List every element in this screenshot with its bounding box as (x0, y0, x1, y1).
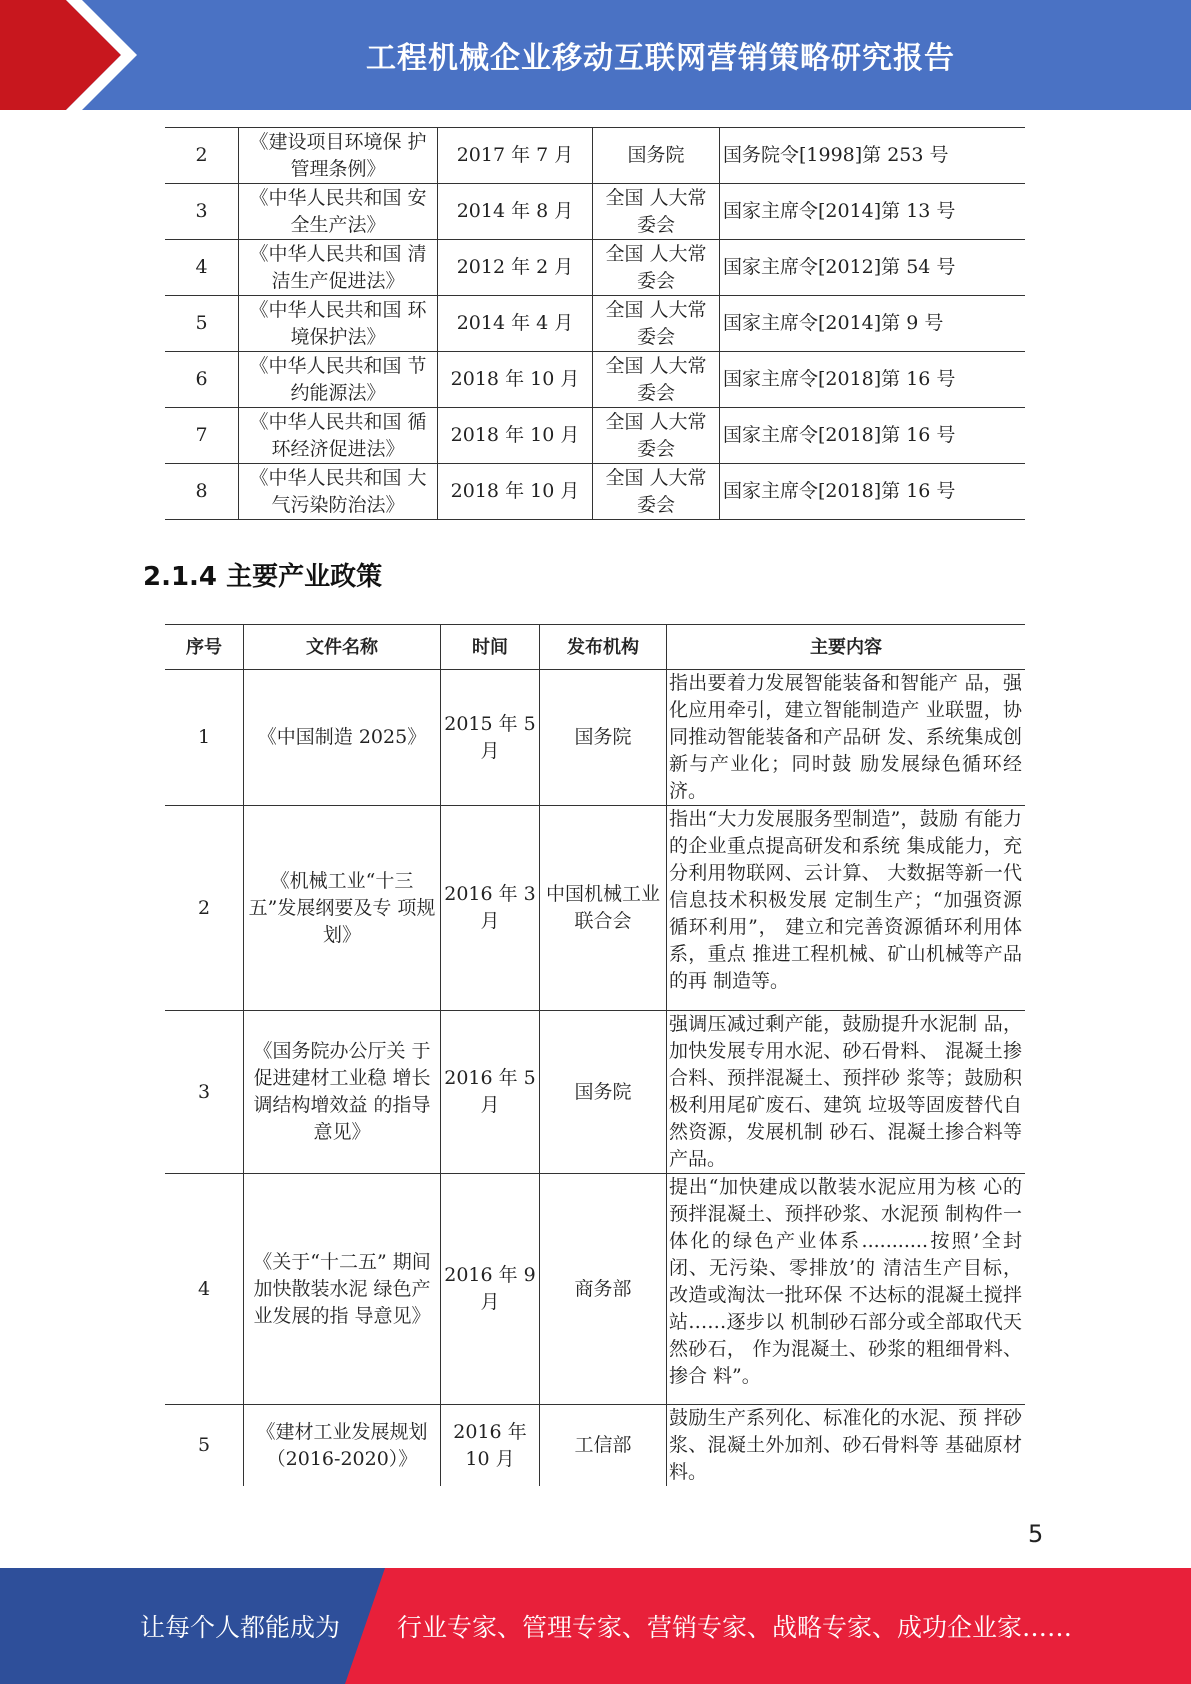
laws-table (165, 127, 1025, 520)
footer-slogan-right: 行业专家、管理专家、营销专家、战略专家、成功企业家…… (397, 1613, 1073, 1642)
row-date: 2014 年 4 月 (438, 296, 593, 352)
row-name: 《中华人民共和国 大气污染防治法》 (239, 464, 438, 520)
row-no: 8 (165, 464, 239, 520)
row-org: 全国 人大常委会 (593, 184, 720, 240)
page-number: 5 (1028, 1520, 1044, 1548)
table-row (165, 240, 1025, 296)
table-row (165, 1405, 1025, 1487)
header-name: 文件名称 (244, 625, 441, 670)
row-doc-number: 国家主席令[2018]第 16 号 (720, 408, 1026, 464)
row-date: 2012 年 2 月 (438, 240, 593, 296)
table-row (165, 1011, 1025, 1174)
row-doc-number: 国家主席令[2014]第 9 号 (720, 296, 1026, 352)
table-header-row (165, 625, 1025, 670)
row-date: 2016 年 3 月 (441, 806, 540, 1011)
row-content: 指出“大力发展服务型制造”，鼓励 有能力的企业重点提高研发和系统 集成能力，充分利用物联网、云计算、 大数据等新一代信息技术积极发展 定制生产；“加强资源循环利用”， 建立和完善资源循环利用体系，重点 推进工程机械、矿山机械等产品的再 制造等。 (667, 806, 1026, 1011)
row-date: 2014 年 8 月 (438, 184, 593, 240)
row-name: 《中华人民共和国 环境保护法》 (239, 296, 438, 352)
row-org: 全国 人大常委会 (593, 296, 720, 352)
row-name: 《中华人民共和国 清洁生产促进法》 (239, 240, 438, 296)
table-row (165, 352, 1025, 408)
row-no: 5 (165, 296, 239, 352)
chevron-arrow-decoration (0, 0, 160, 110)
row-content: 提出“加快建成以散装水泥应用为核 心的预拌混凝土、预拌砂浆、水泥预 制构件一体化的绿色产业体系...........按照’全封闭、无污染、零排放’的 清洁生产目标，改造或淘汰一批环保 不达标的混凝土搅拌站……逐步以 机制砂石部分或全部取代天然砂石， 作为混凝土、砂浆的粗细骨料、掺合 料”。 (667, 1174, 1026, 1405)
row-name: 《建设项目环境保 护管理条例》 (239, 128, 438, 184)
row-no: 3 (165, 184, 239, 240)
row-date: 2016 年 5 月 (441, 1011, 540, 1174)
row-name: 《中华人民共和国 循环经济促进法》 (239, 408, 438, 464)
table-row (165, 806, 1025, 1011)
row-doc-number: 国家主席令[2014]第 13 号 (720, 184, 1026, 240)
table-row (165, 184, 1025, 240)
policy-table (165, 624, 1025, 1486)
row-name: 《中华人民共和国 安全生产法》 (239, 184, 438, 240)
footer-banner (0, 1568, 1191, 1684)
row-date: 2015 年 5 月 (441, 670, 540, 806)
row-content: 鼓励生产系列化、标准化的水泥、预 拌砂浆、混凝土外加剂、砂石骨料等 基础原材料。 (667, 1405, 1026, 1487)
row-date: 2017 年 7 月 (438, 128, 593, 184)
row-no: 1 (165, 670, 244, 806)
row-no: 2 (165, 128, 239, 184)
row-org: 国务院 (593, 128, 720, 184)
row-doc-number: 国务院令[1998]第 253 号 (720, 128, 1026, 184)
row-no: 4 (165, 1174, 244, 1405)
row-org: 国务院 (540, 670, 667, 806)
row-no: 4 (165, 240, 239, 296)
table-row (165, 408, 1025, 464)
row-doc-number: 国家主席令[2018]第 16 号 (720, 352, 1026, 408)
table-row (165, 1174, 1025, 1405)
row-content: 指出要着力发展智能装备和智能产 品，强化应用牵引，建立智能制造产 业联盟，协同推动智能装备和产品研 发、系统集成创新与产业化；同时鼓 励发展绿色循环经济。 (667, 670, 1026, 806)
header-content: 主要内容 (667, 625, 1026, 670)
row-doc-number: 国家主席令[2018]第 16 号 (720, 464, 1026, 520)
header-banner (0, 0, 1191, 110)
table-row (165, 296, 1025, 352)
table-row (165, 670, 1025, 806)
row-org: 全国 人大常委会 (593, 464, 720, 520)
row-org: 中国机械工业联合会 (540, 806, 667, 1011)
row-no: 7 (165, 408, 239, 464)
header-no: 序号 (165, 625, 244, 670)
row-name: 《中国制造 2025》 (244, 670, 441, 806)
row-doc-number: 国家主席令[2012]第 54 号 (720, 240, 1026, 296)
table-row (165, 464, 1025, 520)
row-name: 《中华人民共和国 节约能源法》 (239, 352, 438, 408)
row-name: 《机械工业“十三五”发展纲要及专 项规划》 (244, 806, 441, 1011)
header-org: 发布机构 (540, 625, 667, 670)
row-no: 6 (165, 352, 239, 408)
row-date: 2016 年 10 月 (441, 1405, 540, 1487)
row-content: 强调压减过剩产能，鼓励提升水泥制 品，加快发展专用水泥、砂石骨料、 混凝土掺合料、预拌混凝土、预拌砂 浆等；鼓励积极利用尾矿废石、建筑 垃圾等固废替代自然资源，发展机制 砂石、混凝土掺合料等产品。 (667, 1011, 1026, 1174)
header-date: 时间 (441, 625, 540, 670)
row-no: 2 (165, 806, 244, 1011)
row-name: 《国务院办公厅关 于促进建材工业稳 增长调结构增效益 的指导意见》 (244, 1011, 441, 1174)
row-date: 2018 年 10 月 (438, 352, 593, 408)
row-date: 2018 年 10 月 (438, 408, 593, 464)
row-date: 2016 年 9 月 (441, 1174, 540, 1405)
section-title: 2.1.4 主要产业政策 (143, 562, 383, 592)
report-title: 工程机械企业移动互联网营销策略研究报告 (366, 41, 955, 76)
row-org: 国务院 (540, 1011, 667, 1174)
row-org: 全国 人大常委会 (593, 408, 720, 464)
row-date: 2018 年 10 月 (438, 464, 593, 520)
table-row (165, 128, 1025, 184)
row-no: 3 (165, 1011, 244, 1174)
row-org: 商务部 (540, 1174, 667, 1405)
row-no: 5 (197, 1434, 211, 1456)
row-name: 《建材工业发展规划（2016-2020）》 (244, 1405, 441, 1487)
row-org: 全国 人大常委会 (593, 352, 720, 408)
row-org: 全国 人大常委会 (593, 240, 720, 296)
row-org: 工信部 (540, 1405, 667, 1487)
row-name: 《关于“十二五” 期间加快散装水泥 绿色产业发展的指 导意见》 (244, 1174, 441, 1405)
footer-slogan-left: 让每个人都能成为 (140, 1613, 341, 1642)
